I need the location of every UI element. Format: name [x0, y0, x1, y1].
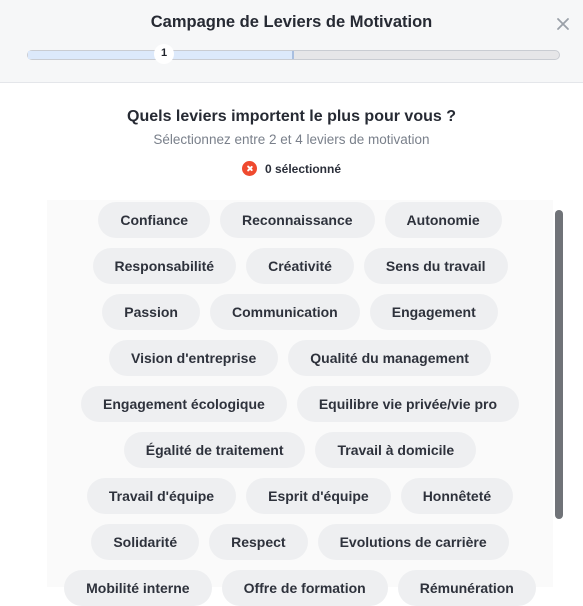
motivation-chip[interactable]: Passion [102, 294, 200, 330]
motivation-chip[interactable]: Honnêteté [401, 478, 513, 514]
motivation-chip[interactable]: Respect [209, 524, 307, 560]
motivation-chip[interactable]: Travail d'équipe [87, 478, 236, 514]
motivation-chip[interactable]: Vision d'entreprise [109, 340, 278, 376]
motivation-chip[interactable]: Qualité du management [288, 340, 491, 376]
error-x-icon [242, 161, 257, 176]
close-button[interactable] [553, 14, 573, 34]
motivation-chip[interactable]: Créativité [246, 248, 354, 284]
question-subtitle: Sélectionnez entre 2 et 4 leviers de motivation [153, 132, 430, 147]
scrollbar-thumb[interactable] [555, 210, 563, 519]
motivation-chip[interactable]: Rémunération [398, 570, 536, 606]
selection-status [0, 161, 583, 176]
motivation-chip[interactable]: Offre de formation [222, 570, 388, 606]
step-indicator: 1 [154, 44, 174, 64]
motivation-chip-list [47, 202, 553, 606]
modal-header [0, 0, 583, 83]
motivation-chip[interactable]: Equilibre vie privée/vie pro [297, 386, 519, 422]
motivation-chip[interactable]: Reconnaissance [220, 202, 375, 238]
motivation-chip[interactable]: Communication [210, 294, 360, 330]
motivation-chip[interactable]: Evolutions de carrière [318, 524, 509, 560]
question-title: Quels leviers importent le plus pour vous ? [127, 108, 456, 125]
motivation-chip[interactable]: Engagement écologique [81, 386, 287, 422]
motivation-chip[interactable]: Autonomie [385, 202, 502, 238]
motivation-chip[interactable]: Responsabilité [93, 248, 237, 284]
motivation-chip[interactable]: Travail à domicile [315, 432, 476, 468]
motivation-chip[interactable]: Solidarité [91, 524, 199, 560]
motivation-chip[interactable]: Mobilité interne [64, 570, 211, 606]
motivation-chip[interactable]: Égalité de traitement [124, 432, 306, 468]
close-icon [553, 14, 573, 34]
motivation-chip[interactable]: Engagement [370, 294, 498, 330]
motivation-chip[interactable]: Sens du travail [364, 248, 508, 284]
motivation-chip[interactable]: Esprit d'équipe [246, 478, 391, 514]
selection-count: 0 sélectionné [264, 161, 342, 176]
scrollbar[interactable] [553, 209, 564, 578]
modal-title: Campagne de Leviers de Motivation [150, 13, 433, 31]
motivation-chip[interactable]: Confiance [98, 202, 210, 238]
progress-bar [27, 50, 560, 60]
chips-scroll-area[interactable] [47, 200, 553, 596]
